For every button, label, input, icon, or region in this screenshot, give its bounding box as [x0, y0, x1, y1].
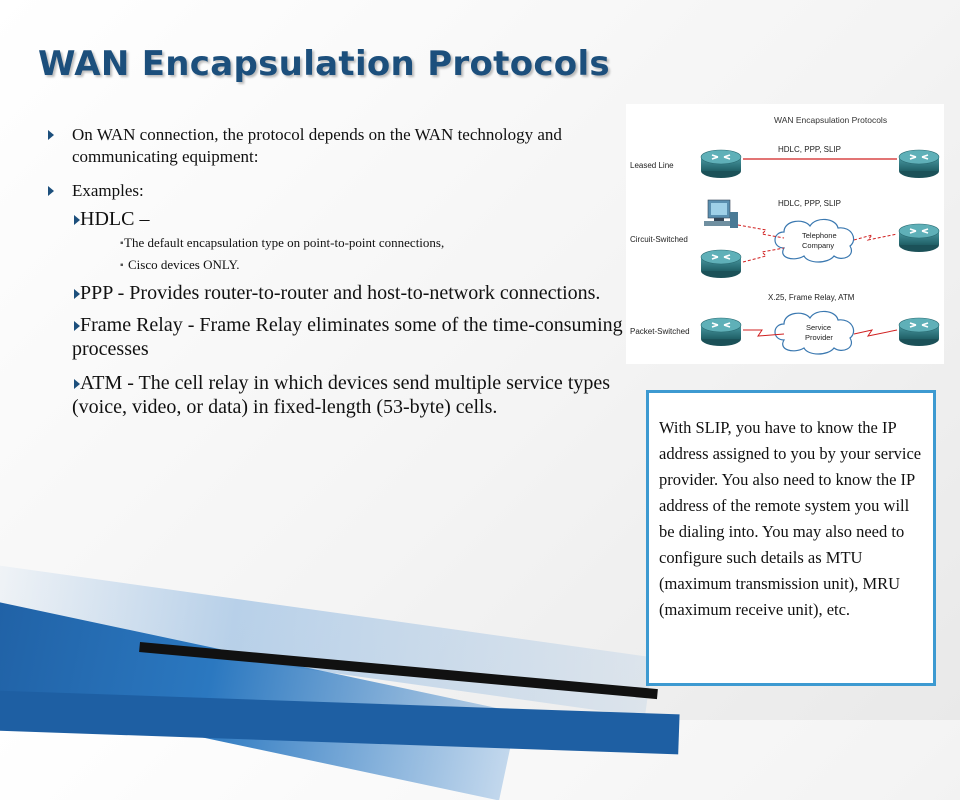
bullet-ppp-text: PPP - Provides router-to-router and host-to-network connections. — [80, 282, 601, 304]
leased-line-label: Leased Line — [630, 161, 674, 170]
cloud-label-line2: Provider — [805, 333, 833, 342]
bullet-arrow-icon — [74, 321, 80, 331]
bullet-intro-text: On WAN connection, the protocol depends on the WAN technology and communicating equipment: — [72, 125, 562, 166]
bullet-arrow-icon — [74, 289, 80, 299]
cloud-label-line2: Company — [802, 241, 835, 250]
bullet-ppp — [48, 281, 638, 305]
bullet-arrow-icon — [74, 215, 80, 225]
bullet-hdlc-sub2 — [48, 256, 638, 274]
circuit-switched-protocols: HDLC, PPP, SLIP — [778, 199, 841, 208]
sub-bullet-dot-icon: ▪ — [120, 238, 124, 249]
bullet-examples-text: Examples: — [72, 181, 144, 200]
bullet-frame-relay — [48, 313, 638, 361]
bullet-atm-text: ATM - The cell relay in which devices send multiple service types (voice, video, or data) in fixed-length (53-byte) cells. — [72, 372, 611, 418]
slip-note-text: With SLIP, you have to know the IP address assigned to you by your service provider. You also need to know the IP address of the remote system you will be dialing into. You may also need to configure such details as MTU (maximum transmission unit), MRU (maximum receive unit), etc. — [659, 418, 922, 619]
router-icon — [899, 224, 939, 252]
diagram-title: WAN Encapsulation Protocols — [774, 115, 888, 125]
bullet-hdlc-sub1-text: The default encapsulation type on point-to-point connections, — [124, 235, 445, 250]
router-icon — [701, 150, 741, 178]
bullet-frame-relay-text: Frame Relay - Frame Relay eliminates some of the time-consuming processes — [72, 314, 623, 360]
router-icon — [701, 318, 741, 346]
bullet-hdlc-sub2-text: Cisco devices ONLY. — [128, 257, 240, 272]
wan-protocols-diagram — [626, 104, 944, 364]
bullet-intro — [48, 124, 638, 168]
router-icon — [899, 318, 939, 346]
computer-icon — [704, 200, 738, 228]
packet-switched-label: Packet-Switched — [630, 327, 690, 336]
sub-bullet-dot-icon: ▪ — [120, 260, 124, 271]
packet-switched-protocols: X.25, Frame Relay, ATM — [768, 293, 855, 302]
bullet-hdlc-text: HDLC – — [80, 208, 150, 230]
slip-note-box — [646, 390, 936, 686]
cloud-label-line1: Service — [806, 323, 832, 332]
bullet-hdlc — [48, 207, 638, 231]
bullet-arrow-icon — [48, 130, 54, 140]
router-icon — [899, 150, 939, 178]
circuit-switched-label: Circuit-Switched — [630, 235, 688, 244]
bullet-arrow-icon — [74, 379, 80, 389]
cloud-label-line1: Telephone — [802, 231, 837, 240]
router-icon — [701, 250, 741, 278]
slide-title: WAN Encapsulation Protocols — [38, 44, 610, 84]
bullet-hdlc-sub1 — [48, 234, 638, 252]
bullet-arrow-icon — [48, 186, 54, 196]
bullet-examples — [48, 180, 638, 202]
bullet-atm — [48, 371, 638, 419]
leased-line-protocols: HDLC, PPP, SLIP — [778, 145, 841, 154]
bullet-list — [48, 124, 638, 419]
